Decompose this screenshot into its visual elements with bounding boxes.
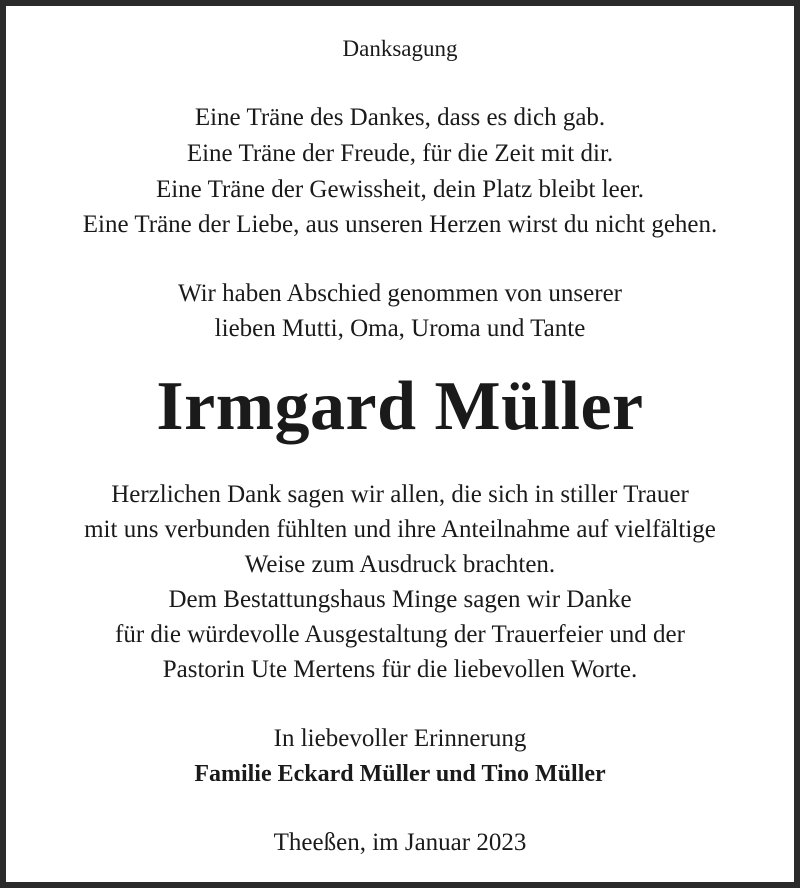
family-signature: Familie Eckard Müller und Tino Müller xyxy=(194,761,606,787)
poem-line: Eine Träne der Liebe, aus unseren Herzen wirst du nicht gehen. xyxy=(82,211,718,238)
thanks-line: Herzlichen Dank sagen wir allen, die sich in stiller Trauer xyxy=(111,481,689,508)
poem-line: Eine Träne der Freude, für die Zeit mit dir. xyxy=(186,140,614,167)
thanks-line: für die würdevolle Ausgestaltung der Trauerfeier und der xyxy=(115,621,685,648)
intro-line: Wir haben Abschied genommen von unserer xyxy=(177,280,622,307)
thanks-line: mit uns verbunden fühlten und ihre Anteilnahme auf vielfältige xyxy=(84,516,716,543)
poem-line: Eine Träne der Gewissheit, dein Platz bleibt leer. xyxy=(155,176,645,203)
intro-line: lieben Mutti, Oma, Uroma und Tante xyxy=(214,315,586,342)
notice-heading: Danksagung xyxy=(342,36,458,61)
thanks-line: Dem Bestattungshaus Minge sagen wir Danke xyxy=(168,586,632,613)
closing-line: In liebevoller Erinnerung xyxy=(273,725,527,752)
thanks-line: Weise zum Ausdruck brachten. xyxy=(244,551,556,578)
thanks-line: Pastorin Ute Mertens für die liebevollen Worte. xyxy=(162,656,638,683)
place-date: Theeßen, im Januar 2023 xyxy=(273,829,527,856)
poem-line: Eine Träne des Dankes, dass es dich gab. xyxy=(194,104,606,131)
deceased-name: Irmgard Müller xyxy=(156,368,644,445)
